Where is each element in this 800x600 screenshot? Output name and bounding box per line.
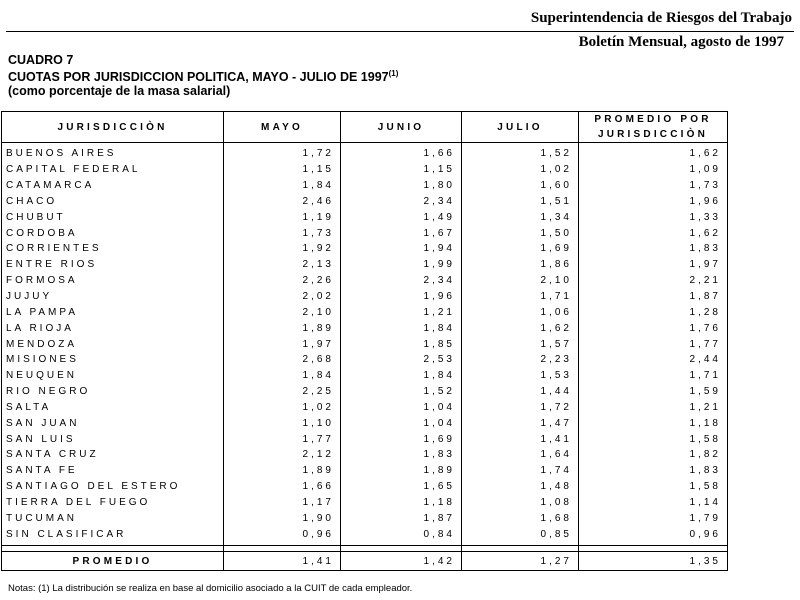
table-row xyxy=(2,368,728,384)
mayo-cell: 1,89 xyxy=(224,320,341,336)
jurisdiccion-cell: SANTA FE xyxy=(2,463,224,479)
julio-cell: 1,48 xyxy=(462,479,579,495)
julio-cell: 1,62 xyxy=(462,320,579,336)
julio-cell: 1,69 xyxy=(462,241,579,257)
promedio-cell: 1,62 xyxy=(579,143,728,162)
jurisdiccion-cell: RIO NEGRO xyxy=(2,384,224,400)
jurisdiccion-cell: SAN LUIS xyxy=(2,431,224,447)
mayo-cell: 2,02 xyxy=(224,289,341,305)
jurisdiccion-cell: SIN CLASIFICAR xyxy=(2,526,224,545)
jurisdiccion-cell: TIERRA DEL FUEGO xyxy=(2,495,224,511)
mayo-cell: 1,84 xyxy=(224,368,341,384)
table-row xyxy=(2,479,728,495)
table-row xyxy=(2,400,728,416)
julio-cell: 2,23 xyxy=(462,352,579,368)
promedio-cell: 1,71 xyxy=(579,368,728,384)
table-row xyxy=(2,209,728,225)
table-row xyxy=(2,352,728,368)
mayo-cell: 2,26 xyxy=(224,273,341,289)
mayo-cell: 1,77 xyxy=(224,431,341,447)
promedio-cell: 1,79 xyxy=(579,510,728,526)
mayo-cell: 1,19 xyxy=(224,209,341,225)
mayo-cell: 2,46 xyxy=(224,194,341,210)
junio-cell: 1,87 xyxy=(341,510,462,526)
jurisdiccion-cell: LA PAMPA xyxy=(2,304,224,320)
junio-cell: 1,65 xyxy=(341,479,462,495)
julio-cell: 0,85 xyxy=(462,526,579,545)
col-header-promedio xyxy=(579,112,728,143)
julio-cell: 2,10 xyxy=(462,273,579,289)
mayo-cell: 1,90 xyxy=(224,510,341,526)
promedio-cell: 1,14 xyxy=(579,495,728,511)
julio-cell: 1,71 xyxy=(462,289,579,305)
header-row xyxy=(2,112,728,143)
promedio-cell: 1,73 xyxy=(579,178,728,194)
jurisdiccion-cell: BUENOS AIRES xyxy=(2,143,224,162)
julio-cell: 1,44 xyxy=(462,384,579,400)
julio-cell: 1,68 xyxy=(462,510,579,526)
table-row xyxy=(2,225,728,241)
footnote: Notas: (1) La distribución se realiza en base al domicilio asociado a la CUIT de cada empleador. xyxy=(8,583,413,594)
table-code: CUADRO 7 xyxy=(8,53,74,67)
table-row xyxy=(2,143,728,162)
julio-cell: 1,53 xyxy=(462,368,579,384)
table-row xyxy=(2,336,728,352)
junio-cell: 1,15 xyxy=(341,162,462,178)
junio-cell: 2,34 xyxy=(341,194,462,210)
promedio-cell: 2,44 xyxy=(579,352,728,368)
promedio-cell: 1,83 xyxy=(579,241,728,257)
table-title xyxy=(8,67,398,84)
table-row xyxy=(2,178,728,194)
table-row xyxy=(2,431,728,447)
julio-cell: 1,34 xyxy=(462,209,579,225)
mayo-cell: 2,25 xyxy=(224,384,341,400)
junio-cell: 1,89 xyxy=(341,463,462,479)
junio-cell: 1,84 xyxy=(341,368,462,384)
julio-cell: 1,41 xyxy=(462,431,579,447)
jurisdiccion-cell: NEUQUEN xyxy=(2,368,224,384)
table-caption xyxy=(8,53,398,98)
junio-cell: 1,99 xyxy=(341,257,462,273)
mayo-cell: 1,17 xyxy=(224,495,341,511)
mayo-cell: 2,10 xyxy=(224,304,341,320)
promedio-cell: 1,21 xyxy=(579,400,728,416)
mayo-cell: 2,68 xyxy=(224,352,341,368)
total-label: PROMEDIO xyxy=(2,552,224,571)
junio-cell: 1,49 xyxy=(341,209,462,225)
table-row xyxy=(2,273,728,289)
junio-cell: 1,83 xyxy=(341,447,462,463)
table-row xyxy=(2,257,728,273)
julio-cell: 1,08 xyxy=(462,495,579,511)
junio-cell: 1,84 xyxy=(341,320,462,336)
julio-cell: 1,74 xyxy=(462,463,579,479)
jurisdiccion-cell: LA RIOJA xyxy=(2,320,224,336)
jurisdiccion-cell: CHUBUT xyxy=(2,209,224,225)
total-mayo: 1,41 xyxy=(224,552,341,571)
promedio-cell: 1,76 xyxy=(579,320,728,336)
jurisdiccion-cell: SANTA CRUZ xyxy=(2,447,224,463)
julio-cell: 1,02 xyxy=(462,162,579,178)
jurisdiccion-cell: FORMOSA xyxy=(2,273,224,289)
table-row xyxy=(2,526,728,545)
mayo-cell: 0,96 xyxy=(224,526,341,545)
junio-cell: 1,96 xyxy=(341,289,462,305)
promedio-cell: 1,82 xyxy=(579,447,728,463)
table-row xyxy=(2,447,728,463)
promedio-cell: 1,33 xyxy=(579,209,728,225)
total-promedio: 1,35 xyxy=(579,552,728,571)
jurisdiccion-cell: CAPITAL FEDERAL xyxy=(2,162,224,178)
junio-cell: 2,53 xyxy=(341,352,462,368)
julio-cell: 1,72 xyxy=(462,400,579,416)
bulletin-title: Boletín Mensual, agosto de 1997 xyxy=(578,34,784,50)
junio-cell: 0,84 xyxy=(341,526,462,545)
mayo-cell: 1,73 xyxy=(224,225,341,241)
table-row xyxy=(2,162,728,178)
jurisdiccion-cell: JUJUY xyxy=(2,289,224,305)
mayo-cell: 1,15 xyxy=(224,162,341,178)
julio-cell: 1,57 xyxy=(462,336,579,352)
junio-cell: 1,21 xyxy=(341,304,462,320)
table-row xyxy=(2,194,728,210)
col-header-mayo: MAYO xyxy=(224,112,341,143)
promedio-cell: 1,09 xyxy=(579,162,728,178)
junio-cell: 1,69 xyxy=(341,431,462,447)
total-row xyxy=(2,552,728,571)
jurisdiccion-cell: ENTRE RIOS xyxy=(2,257,224,273)
mayo-cell: 1,97 xyxy=(224,336,341,352)
julio-cell: 1,47 xyxy=(462,415,579,431)
mayo-cell: 1,02 xyxy=(224,400,341,416)
mayo-cell: 1,84 xyxy=(224,178,341,194)
table-row xyxy=(2,510,728,526)
table-subtitle: (como porcentaje de la masa salarial) xyxy=(8,84,231,98)
col-header-promedio-line2: JURISDICCIÒN xyxy=(597,129,709,140)
jurisdiccion-cell: CORDOBA xyxy=(2,225,224,241)
mayo-cell: 1,89 xyxy=(224,463,341,479)
table-row xyxy=(2,463,728,479)
table-row xyxy=(2,241,728,257)
mayo-cell: 1,92 xyxy=(224,241,341,257)
junio-cell: 1,80 xyxy=(341,178,462,194)
jurisdiccion-cell: CHACO xyxy=(2,194,224,210)
col-header-jurisdiccion: JURISDICCIÒN xyxy=(2,112,224,143)
jurisdiccion-cell: CATAMARCA xyxy=(2,178,224,194)
julio-cell: 1,64 xyxy=(462,447,579,463)
promedio-cell: 1,96 xyxy=(579,194,728,210)
promedio-cell: 1,87 xyxy=(579,289,728,305)
header-divider xyxy=(6,31,794,32)
julio-cell: 1,52 xyxy=(462,143,579,162)
promedio-cell: 1,77 xyxy=(579,336,728,352)
junio-cell: 1,04 xyxy=(341,400,462,416)
junio-cell: 1,67 xyxy=(341,225,462,241)
mayo-cell: 1,72 xyxy=(224,143,341,162)
promedio-cell: 0,96 xyxy=(579,526,728,545)
table-row xyxy=(2,384,728,400)
junio-cell: 1,94 xyxy=(341,241,462,257)
col-header-junio: JUNIO xyxy=(341,112,462,143)
mayo-cell: 1,66 xyxy=(224,479,341,495)
table-row xyxy=(2,289,728,305)
col-header-julio: JULIO xyxy=(462,112,579,143)
junio-cell: 1,66 xyxy=(341,143,462,162)
julio-cell: 1,06 xyxy=(462,304,579,320)
promedio-cell: 1,59 xyxy=(579,384,728,400)
junio-cell: 1,85 xyxy=(341,336,462,352)
jurisdiccion-cell: SANTIAGO DEL ESTERO xyxy=(2,479,224,495)
mayo-cell: 2,12 xyxy=(224,447,341,463)
jurisdiccion-cell: MISIONES xyxy=(2,352,224,368)
table-row xyxy=(2,495,728,511)
promedio-cell: 2,21 xyxy=(579,273,728,289)
junio-cell: 2,34 xyxy=(341,273,462,289)
footnote-ref: (1) xyxy=(388,69,399,78)
jurisdiccion-cell: SAN JUAN xyxy=(2,415,224,431)
julio-cell: 1,50 xyxy=(462,225,579,241)
mayo-cell: 2,13 xyxy=(224,257,341,273)
jurisdiccion-cell: CORRIENTES xyxy=(2,241,224,257)
promedio-cell: 1,62 xyxy=(579,225,728,241)
mayo-cell: 1,10 xyxy=(224,415,341,431)
julio-cell: 1,86 xyxy=(462,257,579,273)
jurisdiccion-cell: TUCUMAN xyxy=(2,510,224,526)
table-row xyxy=(2,415,728,431)
quotas-table xyxy=(1,111,728,571)
julio-cell: 1,60 xyxy=(462,178,579,194)
organization-name: Superintendencia de Riesgos del Trabajo xyxy=(530,10,792,26)
jurisdiccion-cell: MENDOZA xyxy=(2,336,224,352)
total-julio: 1,27 xyxy=(462,552,579,571)
junio-cell: 1,52 xyxy=(341,384,462,400)
julio-cell: 1,51 xyxy=(462,194,579,210)
table-row xyxy=(2,320,728,336)
table-row xyxy=(2,304,728,320)
promedio-cell: 1,83 xyxy=(579,463,728,479)
junio-cell: 1,18 xyxy=(341,495,462,511)
col-header-promedio-line1: PROMEDIO POR xyxy=(594,114,712,125)
total-junio: 1,42 xyxy=(341,552,462,571)
jurisdiccion-cell: SALTA xyxy=(2,400,224,416)
table-title-text: CUOTAS POR JURISDICCION POLITICA, MAYO - JULIO DE 1997 xyxy=(8,70,389,84)
promedio-cell: 1,28 xyxy=(579,304,728,320)
promedio-cell: 1,58 xyxy=(579,479,728,495)
promedio-cell: 1,97 xyxy=(579,257,728,273)
junio-cell: 1,04 xyxy=(341,415,462,431)
promedio-cell: 1,58 xyxy=(579,431,728,447)
promedio-cell: 1,18 xyxy=(579,415,728,431)
